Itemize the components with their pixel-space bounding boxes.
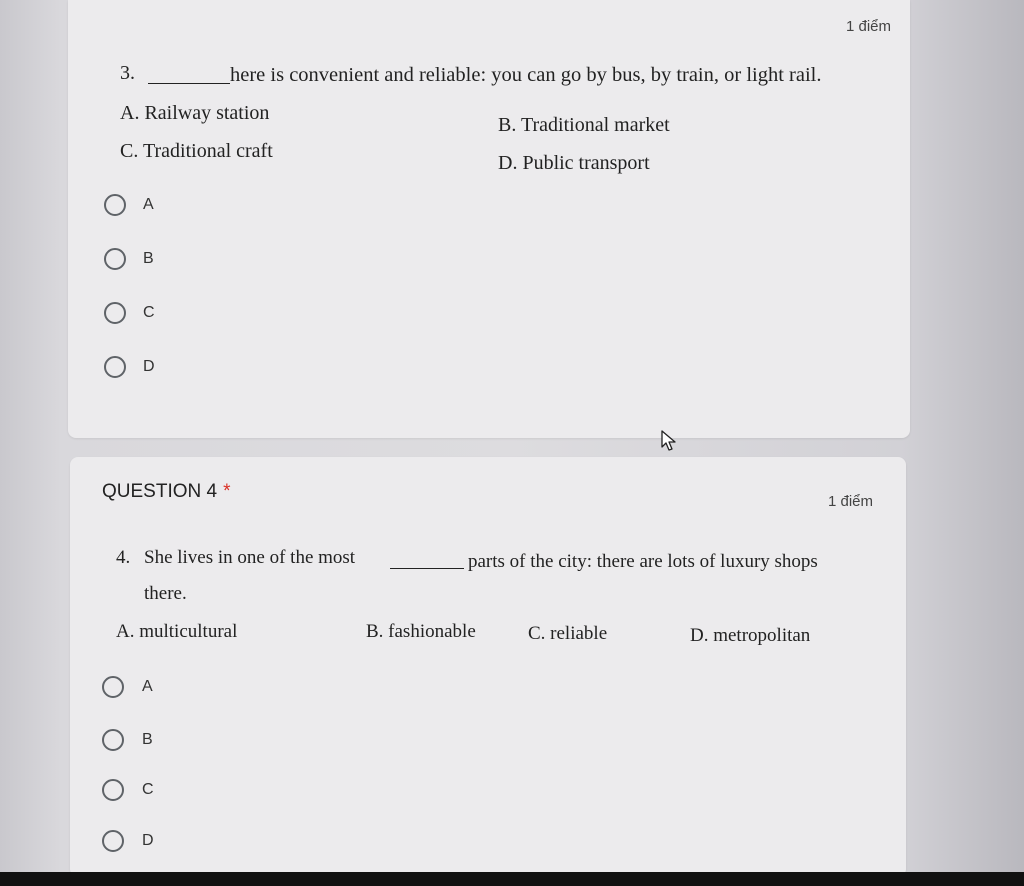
radio-button[interactable] bbox=[102, 729, 124, 751]
choice-label: C bbox=[142, 781, 154, 798]
question4-choice-c[interactable] bbox=[102, 779, 154, 801]
radio-button[interactable] bbox=[104, 194, 126, 216]
question3-option-d: D. Public transport bbox=[498, 152, 650, 174]
question3-blank bbox=[148, 83, 230, 84]
radio-button[interactable] bbox=[102, 779, 124, 801]
radio-button[interactable] bbox=[102, 830, 124, 852]
question4-stem-line2: there. bbox=[144, 583, 187, 604]
choice-label: B bbox=[142, 731, 153, 748]
question3-choice-a[interactable] bbox=[104, 194, 154, 216]
choice-label: D bbox=[143, 358, 155, 375]
required-asterisk: * bbox=[223, 481, 231, 502]
choice-label: A bbox=[142, 678, 153, 695]
question4-choice-d[interactable] bbox=[102, 830, 154, 852]
question4-choice-a[interactable] bbox=[102, 676, 153, 698]
question4-title: QUESTION 4 bbox=[102, 481, 218, 502]
question3-points: 1 điểm bbox=[846, 18, 892, 35]
mouse-pointer-icon bbox=[660, 430, 678, 452]
question3-choice-c[interactable] bbox=[104, 302, 155, 324]
choice-label: B bbox=[143, 250, 154, 267]
question3-option-c: C. Traditional craft bbox=[120, 140, 273, 162]
question4-title-row bbox=[102, 481, 230, 503]
choice-label: A bbox=[143, 196, 154, 213]
question3-choice-d[interactable] bbox=[104, 356, 155, 378]
question4-choice-b[interactable] bbox=[102, 729, 153, 751]
question4-points: 1 điểm bbox=[828, 493, 874, 510]
question3-option-b: B. Traditional market bbox=[498, 114, 670, 136]
radio-button[interactable] bbox=[104, 356, 126, 378]
question4-option-d: D. metropolitan bbox=[690, 625, 811, 646]
question4-stem-part1: She lives in one of the most bbox=[144, 547, 356, 568]
choice-label: D bbox=[142, 832, 154, 849]
radio-button[interactable] bbox=[104, 248, 126, 270]
question4-blank bbox=[390, 568, 464, 569]
question4-stem-part2: parts of the city: there are lots of luxury shops bbox=[468, 551, 818, 572]
question4-option-a: A. multicultural bbox=[116, 621, 238, 642]
question3-choice-b[interactable] bbox=[104, 248, 154, 270]
radio-button[interactable] bbox=[104, 302, 126, 324]
screen-bezel bbox=[0, 872, 1024, 886]
question4-option-b: B. fashionable bbox=[366, 621, 476, 642]
question3-number: 3. bbox=[120, 62, 135, 84]
question3-option-a: A. Railway station bbox=[120, 102, 270, 124]
question4-option-c: C. reliable bbox=[528, 623, 608, 644]
radio-button[interactable] bbox=[102, 676, 124, 698]
question3-card bbox=[68, 0, 910, 438]
question3-stem: here is convenient and reliable: you can go by bus, by train, or light rail. bbox=[230, 64, 822, 86]
question4-number: 4. bbox=[116, 547, 131, 568]
question4-card bbox=[70, 457, 906, 877]
choice-label: C bbox=[143, 304, 155, 321]
